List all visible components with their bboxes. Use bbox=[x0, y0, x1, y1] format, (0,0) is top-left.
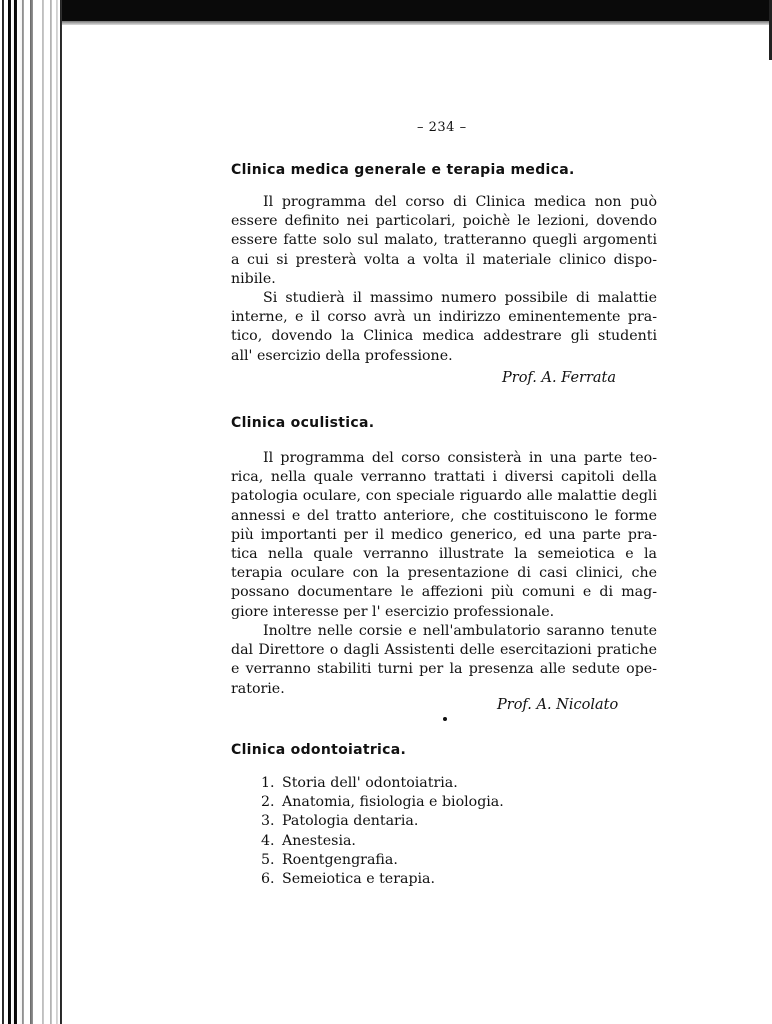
signature-ferrata: Prof. A. Ferrata bbox=[502, 370, 617, 386]
odontoiatria-topic-list bbox=[261, 774, 504, 889]
text-line: all' esercizio della professione. bbox=[231, 347, 453, 364]
paragraph-clinica-oculistica-1 bbox=[231, 449, 657, 622]
text-line: annessi e del tratto anteriore, che costituiscono le forme bbox=[231, 507, 657, 524]
text-line: giore interesse per l' esercizio professionale. bbox=[231, 603, 555, 620]
section-heading-clinica-oculistica: Clinica oculistica. bbox=[231, 415, 375, 431]
scan-top-border bbox=[0, 0, 772, 22]
page-top-edge bbox=[55, 21, 772, 25]
text-line: interne, e il corso avrà un indirizzo eminentemente pra- bbox=[231, 309, 657, 326]
text-line: essere definito nei particolari, poichè le lezioni, dovendo bbox=[231, 213, 657, 230]
page-number: – 234 – bbox=[417, 120, 467, 135]
text-line: Si studierà il massimo numero possibile di malattie bbox=[263, 290, 657, 306]
book-binding-edge bbox=[0, 0, 62, 1024]
text-line: dal Direttore o dagli Assistenti delle esercitazioni pratiche bbox=[231, 642, 657, 659]
paragraph-clinica-oculistica-2 bbox=[231, 622, 657, 699]
list-item: 5. Roentgengrafia. bbox=[261, 851, 398, 868]
text-line: tica nella quale verranno illustrate la semeiotica e la bbox=[231, 546, 657, 563]
text-line: possano documentare le affezioni più comuni e di mag- bbox=[231, 584, 657, 601]
text-line: Il programma del corso di Clinica medica non può bbox=[263, 194, 657, 210]
text-line: essere fatte solo sul malato, tratteranno quegli argomenti bbox=[231, 232, 657, 249]
list-item: 6. Semeiotica e terapia. bbox=[261, 871, 436, 888]
text-line: rica, nella quale verranno trattati i diversi capitoli della bbox=[231, 469, 657, 486]
text-line: tico, dovendo la Clinica medica addestrare gli studenti bbox=[231, 328, 657, 345]
signature-nicolato: Prof. A. Nicolato bbox=[497, 697, 619, 713]
paragraph-clinica-medica-2 bbox=[231, 289, 657, 366]
list-item: 1. Storia dell' odontoiatria. bbox=[261, 775, 458, 791]
text-line: a cui si presterà volta a volta il materiale clinico dispo- bbox=[231, 251, 657, 268]
text-line: terapia oculare con la presentazione di casi clinici, che bbox=[231, 565, 657, 582]
text-line: nibile. bbox=[231, 270, 276, 287]
text-line: e verranno stabiliti turni per la presenza alle sedute ope- bbox=[231, 661, 657, 678]
paragraph-clinica-medica-1 bbox=[231, 193, 657, 289]
list-item: 3. Patologia dentaria. bbox=[261, 813, 419, 830]
text-line: Inoltre nelle corsie e nell'ambulatorio saranno tenute bbox=[263, 623, 657, 639]
text-line: più importanti per il medico generico, ed una parte pra- bbox=[231, 526, 657, 543]
text-line: patologia oculare, con speciale riguardo alle malattie degli bbox=[231, 488, 657, 505]
list-item: 4. Anestesia. bbox=[261, 832, 356, 849]
section-heading-clinica-medica: Clinica medica generale e terapia medica. bbox=[231, 162, 575, 178]
text-line: Il programma del corso consisterà in una parte teo- bbox=[263, 450, 657, 466]
ink-speck bbox=[443, 717, 447, 721]
list-item: 2. Anatomia, fisiologia e biologia. bbox=[261, 794, 504, 811]
section-heading-clinica-odontoiatrica: Clinica odontoiatrica. bbox=[231, 742, 407, 758]
text-line: ratorie. bbox=[231, 680, 285, 697]
